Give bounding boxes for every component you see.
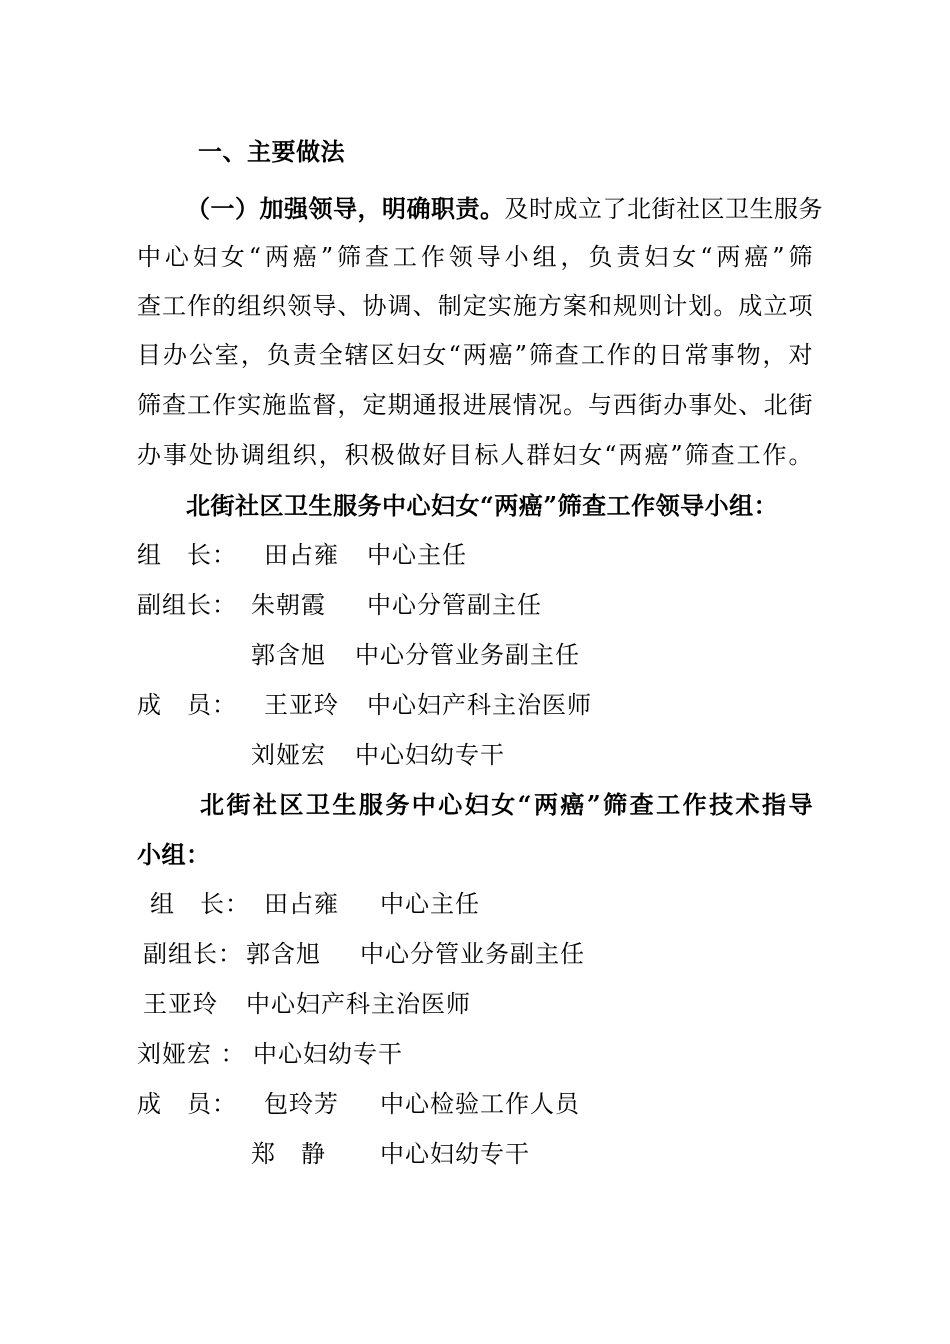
paragraph-line: 办事处协调组织，积极做好目标人群妇女“两癌”筛查工作。: [137, 441, 813, 469]
member-name: 包玲芳: [264, 1090, 339, 1118]
member-position: 中心妇幼专干: [380, 1140, 530, 1168]
member-name: 郑 静: [251, 1140, 326, 1168]
member-position: 中心检验工作人员: [380, 1090, 580, 1118]
paragraph-line: 筛查工作实施监督，定期通报进展情况。与西街办事处、北街: [137, 391, 813, 419]
member-position: 中心主任: [367, 541, 467, 569]
member-position: 中心主任: [380, 890, 480, 918]
member-position: 中心分管业务副主任: [355, 641, 580, 669]
member-position: 中心分管业务副主任: [360, 940, 585, 968]
member-role: 成 员：: [137, 1090, 237, 1118]
paragraph-lead: （一）加强领导，明确职责。: [186, 194, 505, 223]
paragraph-line: 目办公室，负责全辖区妇女“两癌”筛查工作的日常事物，对: [137, 341, 813, 369]
member-name: 田占雍: [264, 890, 339, 918]
member-role: 组 长：: [150, 890, 250, 918]
member-role: 成 员：: [137, 691, 237, 719]
member-role: 副组长：: [137, 591, 237, 619]
member-position: 中心分管副主任: [367, 591, 542, 619]
paragraph-line: 查工作的组织领导、协调、制定实施方案和规则计划。成立项: [137, 292, 813, 320]
section-heading: 一、主要做法: [198, 137, 345, 166]
paragraph-line: 中心妇女“两癌”筛查工作领导小组，负责妇女“两癌”筛: [137, 243, 813, 271]
leadership-group-title: 北街社区卫生服务中心妇女“两癌”筛查工作领导小组：: [186, 491, 779, 520]
member-position: 中心妇产科主治医师: [367, 691, 592, 719]
member-name: 郭含旭: [246, 940, 321, 968]
paragraph-line: [186, 194, 823, 224]
member-name: 刘娅宏: [251, 741, 326, 769]
member-name: 刘娅宏 ：: [137, 1040, 246, 1068]
member-name: 朱朝霞: [251, 591, 326, 619]
member-position: 中心妇产科主治医师: [246, 990, 471, 1018]
member-name: 王亚玲: [143, 990, 218, 1018]
technical-group-title: 北街社区卫生服务中心妇女“两癌”筛查工作技术指导: [200, 790, 813, 819]
member-name: 王亚玲: [264, 691, 339, 719]
member-name: 田占雍: [264, 541, 339, 569]
member-position: 中心妇幼专干: [253, 1040, 403, 1068]
technical-group-title-cont: 小组：: [137, 840, 211, 869]
member-name: 郭含旭: [251, 641, 326, 669]
member-role: 副组长：: [143, 940, 243, 968]
member-position: 中心妇幼专干: [355, 741, 505, 769]
member-role: 组 长：: [137, 541, 237, 569]
paragraph-text: 及时成立了北街社区卫生服务: [504, 195, 823, 223]
